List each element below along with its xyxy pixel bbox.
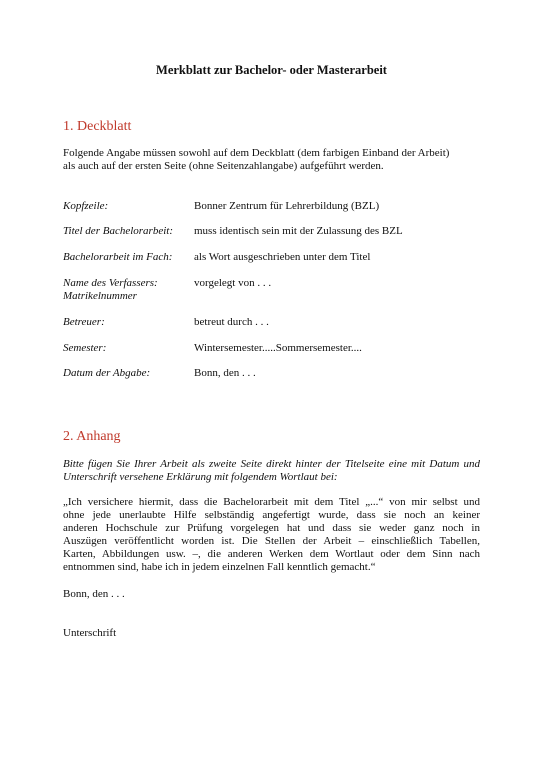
field-value-verfasser: vorgelegt von . . . (194, 277, 272, 289)
field-label-matrikelnummer: Matrikelnummer (63, 290, 137, 302)
document-title: Merkblatt zur Bachelor- oder Masterarbeit (156, 63, 387, 77)
field-label-verfasser (63, 277, 193, 303)
field-label-titel: Titel der Bachelorarbeit: (63, 225, 173, 237)
declaration-line: Karten, Abbildungen usw. –, die anderen Werken dem Wortlaut oder dem Sinn nach (63, 548, 480, 560)
field-value-titel: muss identisch sein mit der Zulassung des BZL (194, 225, 403, 237)
anhang-instruction (63, 458, 480, 484)
field-label-verfasser-line1: Name des Verfassers: (63, 277, 158, 289)
declaration-line: „Ich versichere hiermit, dass die Bachelorarbeit mit dem Titel „...“ von mir selbst und (63, 496, 480, 508)
deckblatt-intro (63, 147, 480, 173)
field-label-fach: Bachelorarbeit im Fach: (63, 251, 173, 263)
field-label-semester: Semester: (63, 342, 107, 354)
declaration-line: anderen Hochschule zur Prüfung vorgelegen hat und dass sie weder ganz noch in (63, 522, 480, 534)
field-value-datum: Bonn, den . . . (194, 367, 256, 379)
instruction-line: Bitte fügen Sie Ihrer Arbeit als zweite Seite direkt hinter der Titelseite eine mit Datum und (63, 458, 480, 470)
section-heading-deckblatt: 1. Deckblatt (63, 119, 132, 134)
field-value-kopfzeile: Bonner Zentrum für Lehrerbildung (BZL) (194, 200, 380, 212)
intro-line: als auch auf der ersten Seite (ohne Seitenzahlangabe) aufgeführt werden. (63, 160, 384, 172)
field-label-betreuer: Betreuer: (63, 316, 105, 328)
intro-line: Folgende Angabe müssen sowohl auf dem Deckblatt (dem farbigen Einband der Arbeit) (63, 147, 450, 159)
field-label-kopfzeile: Kopfzeile: (63, 200, 109, 212)
field-value-fach: als Wort ausgeschrieben unter dem Titel (194, 251, 371, 263)
declaration-text (63, 496, 480, 574)
signature-label: Unterschrift (63, 627, 117, 639)
section-heading-anhang: 2. Anhang (63, 429, 121, 444)
place-date: Bonn, den . . . (63, 588, 125, 600)
declaration-line: Auszügen veröffentlicht worden ist. Die Stellen der Arbeit – einschließlich Tabellen, (63, 535, 480, 547)
field-value-semester: Wintersemester.....Sommersemester.... (194, 342, 362, 354)
instruction-line: Unterschrift versehene Erklärung mit folgendem Wortlaut bei: (63, 471, 338, 483)
field-label-datum: Datum der Abgabe: (63, 367, 151, 379)
declaration-line: ohne jede unerlaubte Hilfe selbständig angefertigt wurde, dass sie noch an keiner (63, 509, 480, 521)
field-value-betreuer: betreut durch . . . (194, 316, 269, 328)
declaration-line: entnommen sind, habe ich in jedem einzelnen Fall kenntlich gemacht.“ (63, 561, 376, 573)
